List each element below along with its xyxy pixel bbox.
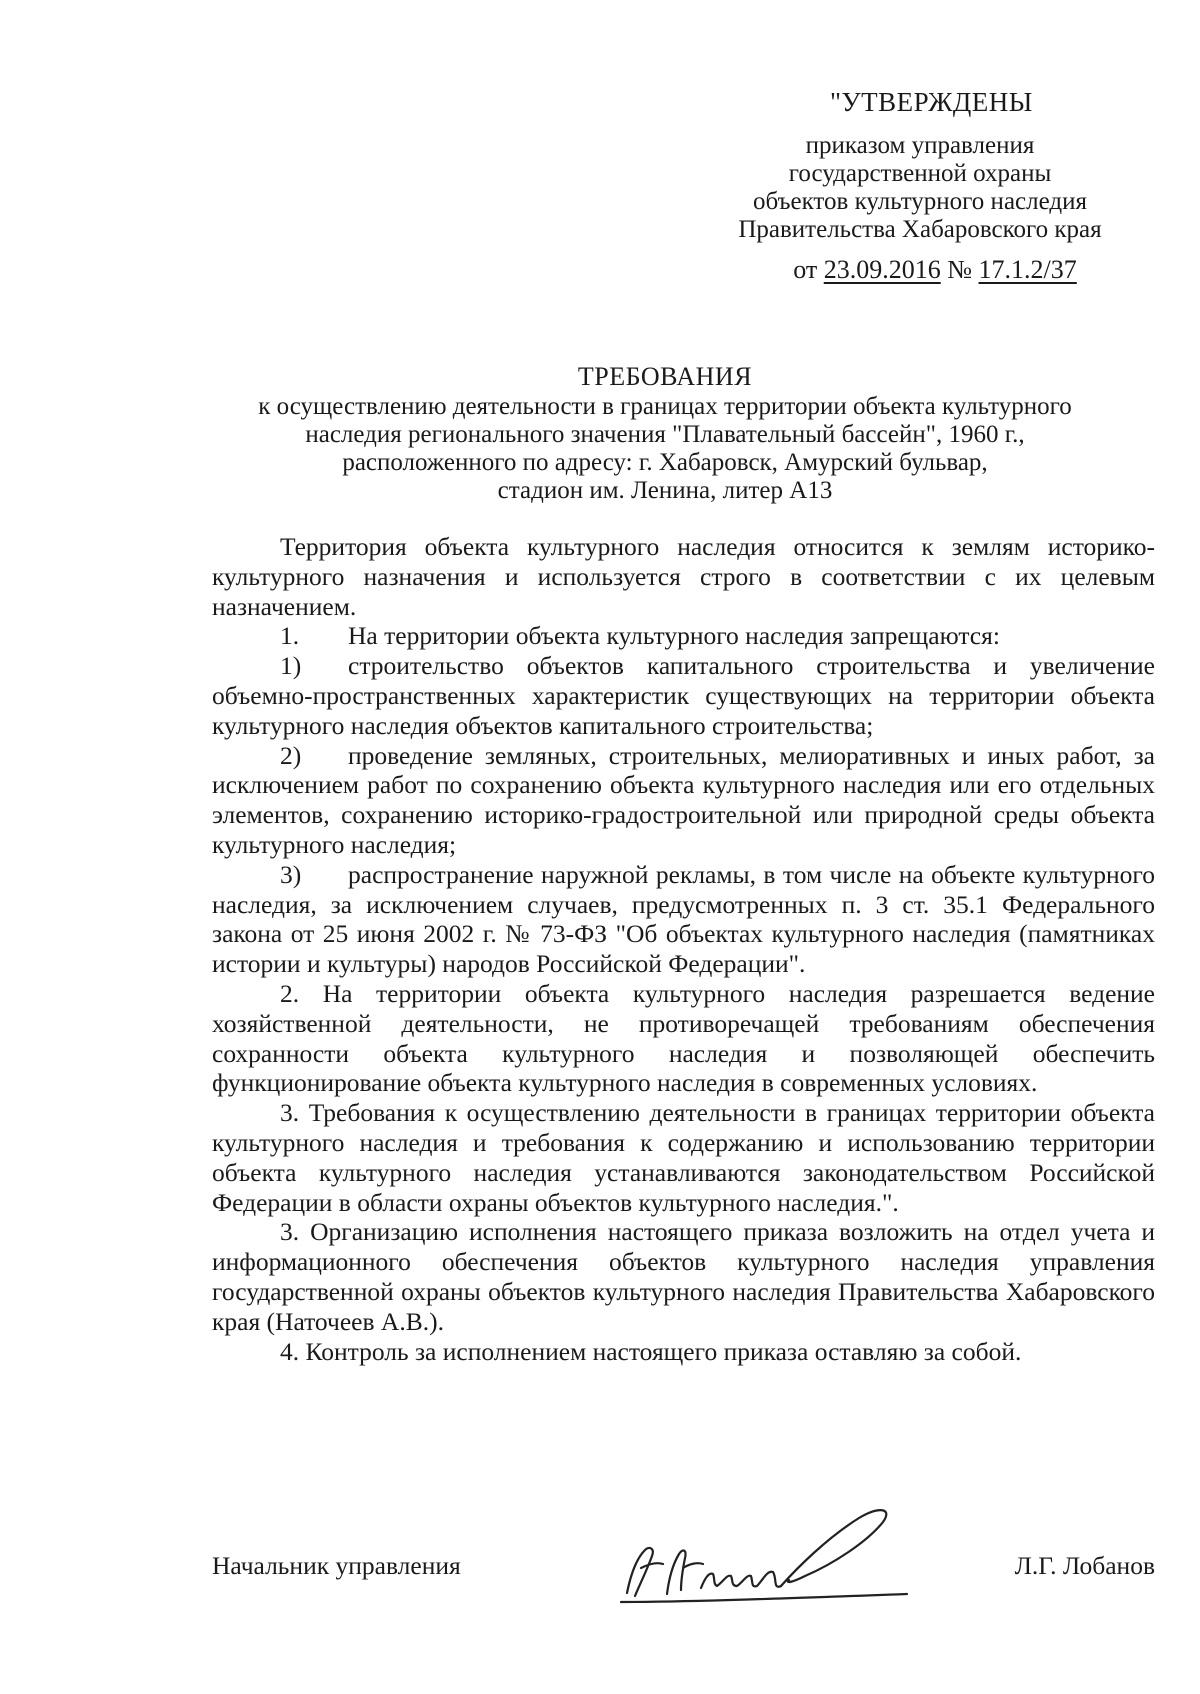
- list-item-1: [212, 651, 1155, 740]
- order-number: 17.1.2/37: [978, 255, 1077, 284]
- list-item-number: 3): [280, 859, 302, 889]
- paragraph-2: 2. На территории объекта культурного наследия разрешается ведение хозяйственной деятельности, не противоречащей требованиям обеспечения сохранности объекта культурного наследия и позволяющей обеспечить функционирование объекта культурного наследия в современных условиях.: [212, 978, 1155, 1098]
- list-item-text: распространение наружной рекламы, в том числе на объекте культурного наследия, за исключением случаев, предусмотренных п. 3 ст. 35.1 Федерального закона от 25 июня 2002 г. № 73-ФЗ "Об объектах культурного наследия (памятниках истории и культуры) народов Российской Федерации".: [212, 859, 1155, 979]
- title-block: [190, 363, 1140, 505]
- approval-block: [700, 88, 1140, 284]
- list-item-number: 2): [280, 740, 302, 770]
- title-subline: стадион им. Ленина, литер А13: [497, 477, 833, 504]
- document-body: [212, 532, 1155, 1366]
- order-date: 23.09.2016: [823, 255, 941, 284]
- title-subline: к осуществлению деятельности в границах территории объекта культурного: [258, 393, 1072, 420]
- list-item-3: [212, 860, 1155, 979]
- handwritten-signature: [597, 1498, 917, 1618]
- paragraph-3: 3. Требования к осуществлению деятельности в границах территории объекта культурного наследия и требования к содержанию и использованию территории объекта культурного наследия устанавливаются законодательством Российской Федерации в области охраны объектов культурного наследия.".: [212, 1098, 1155, 1217]
- date-prefix: от: [793, 255, 818, 284]
- paragraph-4: 3. Организацию исполнения настоящего приказа возложить на отдел учета и информационного обеспечения объектов культурного наследия управления государственной охраны объектов культурного наследия Правительства Хабаровского края (Наточеев А.В.).: [212, 1217, 1155, 1336]
- approval-line: государственной охраны: [788, 160, 1052, 187]
- number-sign: №: [947, 255, 973, 284]
- approval-line: объектов культурного наследия: [753, 188, 1087, 215]
- signer-position: Начальник управления: [212, 1551, 461, 1580]
- signer-name: Л.Г. Лобанов: [1014, 1551, 1155, 1580]
- list-item-text: проведение земляных, строительных, мелиоративных и иных работ, за исключением работ по сохранению объекта культурного наследия или его отдельных элементов, сохранению историко-градостроительной или природной среды объекта культурного наследия;: [212, 740, 1155, 859]
- order-date-line: [700, 256, 1140, 284]
- signature-row: [212, 1543, 1155, 1603]
- section-1-text: На территории объекта культурного наследия запрещаются:: [348, 621, 1000, 651]
- list-item-2: [212, 741, 1155, 860]
- list-item-text: строительство объектов капитального строительства и увеличение объемно-пространственных характеристик существующих на территории объекта культурного наследия объектов капитального строительства;: [212, 651, 1155, 740]
- approval-line: Правительства Хабаровского края: [738, 216, 1102, 243]
- paragraph-5: 4. Контроль за исполнением настоящего приказа оставляю за собой.: [280, 1336, 1022, 1366]
- title-subline: наследия регионального значения "Плавательный бассейн", 1960 г.,: [305, 421, 1025, 448]
- approved-label: "УТВЕРЖДЕНЫ: [830, 87, 1033, 117]
- approval-line: приказом управления: [805, 132, 1035, 159]
- section-1-number: 1.: [280, 621, 300, 651]
- title-subline: расположенного по адресу: г. Хабаровск, Амурский бульвар,: [342, 449, 988, 476]
- intro-paragraph: Территория объекта культурного наследия относится к землям историко-культурного назначения и используется строго в соответствии с их целевым назначением.: [212, 532, 1155, 621]
- list-item-number: 1): [280, 651, 302, 681]
- document-title: ТРЕБОВАНИЯ: [577, 362, 753, 391]
- section-1: [212, 621, 1155, 651]
